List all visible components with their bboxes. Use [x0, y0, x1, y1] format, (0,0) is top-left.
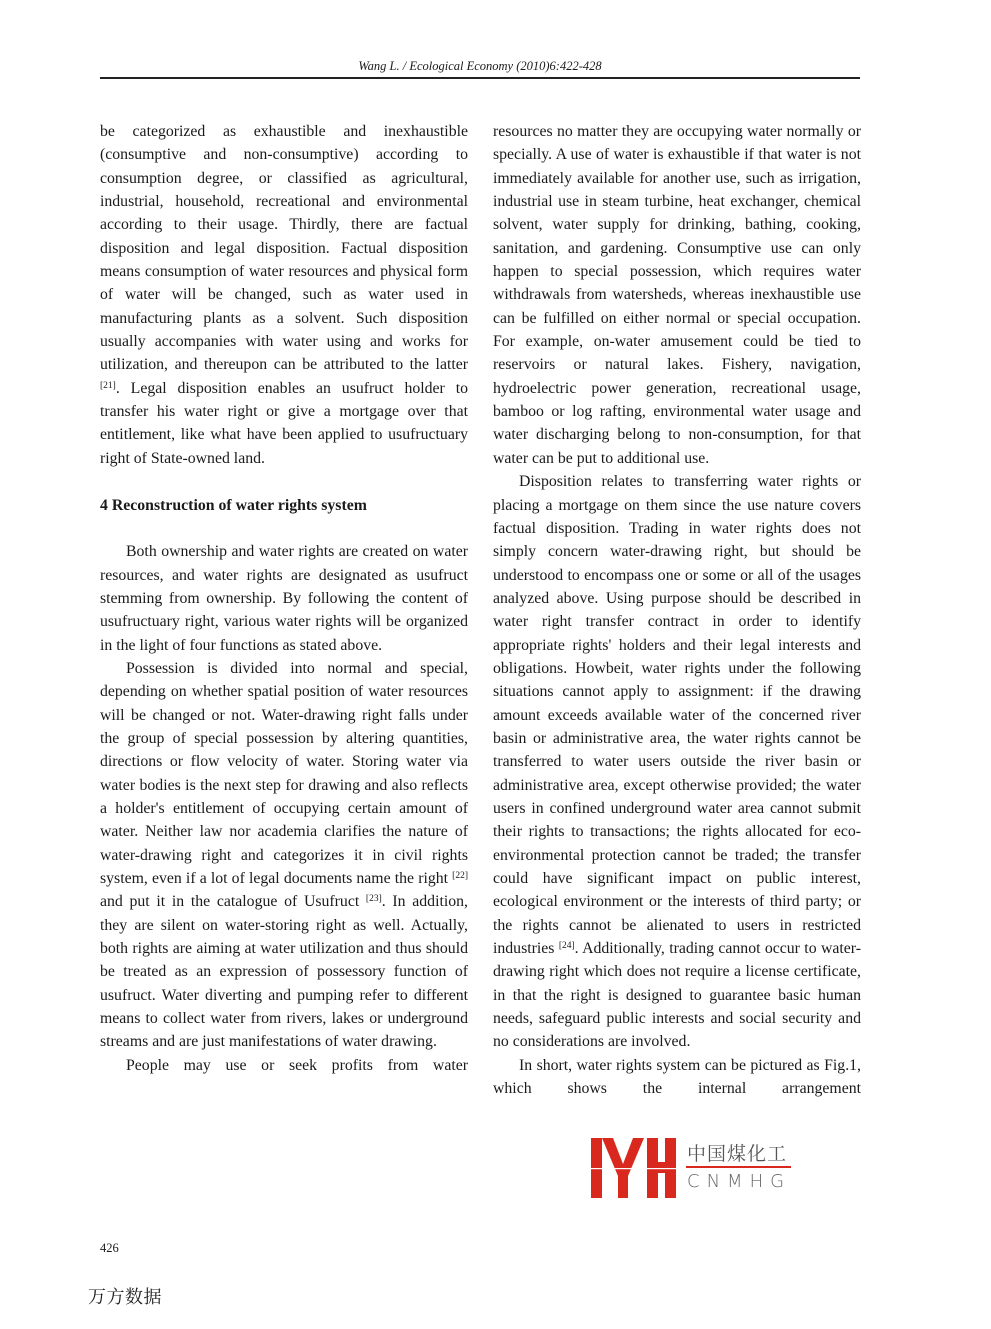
paragraph-text: Possession is divided into normal and special, depending on whether spatial position of water resources will be changed or not. Water-drawing right falls under the group of special possession by altering quantities, directions or flow velocity of water. Storing water via water bodies is the next step for drawing and also reflects a holder's entitlement of occupying certain amount of water. Neither law nor academia clarifies the nature of water-drawing right and categorizes it in civil rights system, even if a lot of legal documents name the right	[100, 659, 468, 887]
left-column	[100, 120, 468, 1077]
paragraph	[100, 120, 468, 470]
paragraph-text: Disposition relates to transferring water rights or placing a mortgage on them since the use nature covers factual disposition. Trading in water rights does not simply concern water-drawing right, but should be understood to encompass one or some or all of the usages analyzed above. Using purpose should be described in water right transfer contract in order to identify appropriate rights' holders and their legal interests and obligations. Howbeit, water rights under the following situations cannot apply to assignment: if the drawing amount exceeds available water of the concerned river basin or administrative area, the water rights cannot be transferred to water users outside the river basin or administrative area, except otherwise provided; the water users in confined underground water area cannot submit their rights to transactions; the rights allocated for eco-environmental protection cannot be traded; the transfer could have significant impact on public interest, ecological environment or the interests of third party; or the rights cannot be alienated to users in restricted industries	[493, 473, 861, 958]
paragraph: People may use or seek profits from water	[126, 1056, 468, 1074]
watermark-chinese-name: 中国煤化工	[687, 1143, 788, 1165]
paragraph-text: . Additionally, trading cannot occur to water-drawing right which does not require a license certificate, in that the right is designed to guarantee basic human needs, safeguard public interests and social security and no considerations are involved.	[493, 940, 861, 1051]
paragraph-text: . Legal disposition enables an usufruct holder to transfer his water right or give a mortgage over that entitlement, like what have been applied to usufructuary right of State-owned land.	[100, 379, 468, 467]
cnmhg-watermark	[591, 1138, 801, 1198]
paragraph-text: be categorized as exhaustible and inexhaustible (consumptive and non-consumptive) according to consumption degree, or classified as agricultural, industrial, household, recreational and environmental according to their usage. Thirdly, there are factual disposition and legal disposition. Factual disposition means consumption of water resources and physical form of water will be changed, such as water used in manufacturing plants as a solvent. Such disposition usually accompanies with water using and works for utilization, and thereupon can be attributed to the latter	[100, 123, 468, 374]
right-column	[493, 120, 861, 1100]
paragraph-text: . In addition, they are silent on water-storing right as well. Actually, both rights are aiming at water utilization and thus should be treated as an expression of possessory function of usufruct. Water diverting and pumping refer to different means to collect water from rivers, lakes or underground streams and are just manifestations of water drawing.	[100, 893, 468, 1051]
running-head: Wang L. / Ecological Economy (2010)6:422-428	[358, 59, 602, 73]
citation-ref: [24]	[558, 941, 575, 952]
watermark-divider	[686, 1166, 791, 1168]
citation-ref: [23]	[365, 894, 382, 905]
footer-brand: 万方数据	[88, 1287, 162, 1308]
paragraph	[493, 470, 861, 1054]
citation-ref: [21]	[100, 380, 116, 391]
paragraph	[100, 657, 468, 1054]
page-number: 426	[100, 1241, 119, 1255]
mh-logo-icon	[591, 1138, 676, 1198]
paragraph: In short, water rights system can be pictured as Fig.1, which shows the internal arrangement	[493, 1056, 861, 1098]
paragraph: Both ownership and water rights are created on water resources, and water rights are designated as usufruct stemming from ownership. By following the content of usufructuary right, various water rights will be organized in the light of four functions as stated above.	[100, 543, 468, 654]
citation-ref: [22]	[452, 871, 468, 881]
paragraph: resources no matter they are occupying water normally or specially. A use of water is exhaustible if that water is not immediately available for another use, such as irrigation, industrial use in steam turbine, heat exchanger, chemical solvent, water supply for drinking, bathing, cooking, sanitation, and gardening. Consumptive use can only happen to special possession, which requires water withdrawals from watersheds, whereas inexhaustible use can be fulfilled on either normal or special occupation. For example, on-water amusement could be tied to reservoirs or natural lakes. Fishery, navigation, hydroelectric power generation, recreational usage, bamboo or log rafting, environmental water usage and water discharging belong to non-consumption, for that water can be put to additional use.	[493, 123, 861, 467]
watermark-latin-name: CNMHG	[687, 1171, 792, 1192]
paragraph-text: and put it in the catalogue of Usufruct	[100, 893, 360, 911]
section-heading: 4 Reconstruction of water rights system	[100, 496, 367, 514]
header-rule	[100, 77, 860, 79]
